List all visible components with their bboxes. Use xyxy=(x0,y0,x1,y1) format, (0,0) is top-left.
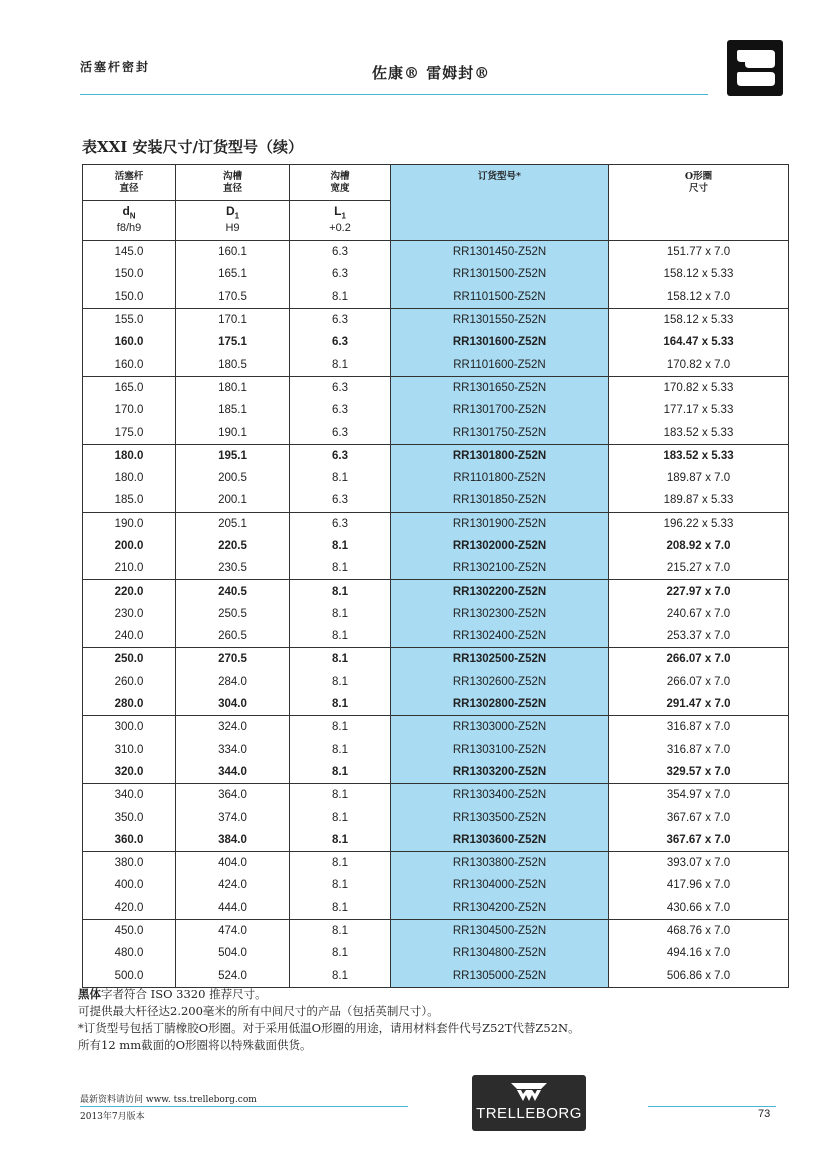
table-row xyxy=(83,399,789,421)
cell-oring-size: 177.17 x 5.33 xyxy=(609,399,789,421)
cell-groove-diameter: 175.1 xyxy=(176,331,290,353)
cell-oring-size: 158.12 x 5.33 xyxy=(609,308,789,331)
cell-rod-diameter: 260.0 xyxy=(83,671,176,693)
cell-groove-diameter: 424.0 xyxy=(176,874,290,896)
cell-rod-diameter: 400.0 xyxy=(83,874,176,896)
brand-name: TRELLEBORG xyxy=(476,1105,582,1122)
cell-rod-diameter: 450.0 xyxy=(83,919,176,942)
cell-groove-diameter: 250.5 xyxy=(176,603,290,625)
cell-rod-diameter: 300.0 xyxy=(83,716,176,739)
cell-groove-diameter: 170.1 xyxy=(176,308,290,331)
cell-part-number: RR1303400-Z52N xyxy=(391,784,609,807)
table-notes xyxy=(78,986,580,1054)
cell-part-number: RR1301500-Z52N xyxy=(391,263,609,285)
header-oring-size: O形圈 尺寸 xyxy=(609,165,789,241)
table-row xyxy=(83,241,789,264)
cell-groove-width: 8.1 xyxy=(290,467,391,489)
cell-groove-width: 6.3 xyxy=(290,308,391,331)
cell-rod-diameter: 280.0 xyxy=(83,693,176,716)
cell-rod-diameter: 360.0 xyxy=(83,829,176,852)
table-row xyxy=(83,286,789,309)
table-row xyxy=(83,716,789,739)
cell-rod-diameter: 180.0 xyxy=(83,467,176,489)
cell-oring-size: 189.87 x 7.0 xyxy=(609,467,789,489)
cell-groove-diameter: 185.1 xyxy=(176,399,290,421)
cell-rod-diameter: 220.0 xyxy=(83,580,176,603)
installation-dimensions-table xyxy=(82,164,789,988)
cell-oring-size: 158.12 x 5.33 xyxy=(609,263,789,285)
table-row xyxy=(83,829,789,852)
cell-rod-diameter: 350.0 xyxy=(83,806,176,828)
cell-rod-diameter: 210.0 xyxy=(83,557,176,580)
cell-groove-diameter: 284.0 xyxy=(176,671,290,693)
cell-oring-size: 393.07 x 7.0 xyxy=(609,852,789,875)
table-row xyxy=(83,671,789,693)
cell-oring-size: 183.52 x 5.33 xyxy=(609,421,789,444)
trelleborg-logo xyxy=(472,1075,586,1131)
cell-oring-size: 266.07 x 7.0 xyxy=(609,671,789,693)
cell-oring-size: 158.12 x 7.0 xyxy=(609,286,789,309)
cell-rod-diameter: 500.0 xyxy=(83,965,176,988)
table-row xyxy=(83,625,789,648)
header-groove-width: 沟槽 宽度 xyxy=(290,165,391,201)
cell-rod-diameter: 310.0 xyxy=(83,739,176,761)
table-row xyxy=(83,693,789,716)
cell-part-number: RR1304800-Z52N xyxy=(391,942,609,964)
table-row xyxy=(83,467,789,489)
header-divider xyxy=(80,94,708,95)
cell-oring-size: 164.47 x 5.33 xyxy=(609,331,789,353)
table-row xyxy=(83,761,789,784)
cell-groove-diameter: 200.1 xyxy=(176,489,290,512)
cell-part-number: RR1301700-Z52N xyxy=(391,399,609,421)
cell-groove-width: 8.1 xyxy=(290,286,391,309)
cell-oring-size: 208.92 x 7.0 xyxy=(609,535,789,557)
cell-oring-size: 183.52 x 5.33 xyxy=(609,444,789,467)
table-row xyxy=(83,739,789,761)
cell-groove-width: 8.1 xyxy=(290,603,391,625)
cell-oring-size: 170.82 x 5.33 xyxy=(609,376,789,399)
note-3: *订货型号包括丁腈橡胶O形圈。对于采用低温O形圈的用途，请用材料套件代号Z52T代替Z52N。 xyxy=(78,1021,580,1035)
cell-part-number: RR1303500-Z52N xyxy=(391,806,609,828)
cell-part-number: RR1303600-Z52N xyxy=(391,829,609,852)
table-row xyxy=(83,897,789,920)
footer-edition: 2013年7月版本 xyxy=(80,1112,145,1122)
table-row xyxy=(83,489,789,512)
table-row xyxy=(83,263,789,285)
cell-groove-width: 8.1 xyxy=(290,874,391,896)
cell-groove-width: 8.1 xyxy=(290,761,391,784)
table-row xyxy=(83,580,789,603)
cell-oring-size: 316.87 x 7.0 xyxy=(609,716,789,739)
footer-divider-right xyxy=(648,1106,776,1107)
cell-groove-diameter: 404.0 xyxy=(176,852,290,875)
cell-groove-width: 8.1 xyxy=(290,919,391,942)
table-row xyxy=(83,331,789,353)
cell-groove-diameter: 160.1 xyxy=(176,241,290,264)
cell-groove-width: 6.3 xyxy=(290,512,391,535)
table-row xyxy=(83,353,789,376)
cell-groove-width: 8.1 xyxy=(290,625,391,648)
cell-groove-diameter: 260.5 xyxy=(176,625,290,648)
cell-oring-size: 316.87 x 7.0 xyxy=(609,739,789,761)
cell-rod-diameter: 160.0 xyxy=(83,331,176,353)
cell-part-number: RR1305000-Z52N xyxy=(391,965,609,988)
cell-part-number: RR1301450-Z52N xyxy=(391,241,609,264)
cell-groove-diameter: 270.5 xyxy=(176,648,290,671)
header-rod-diameter: 活塞杆 直径 xyxy=(83,165,176,201)
table-row xyxy=(83,421,789,444)
table-row xyxy=(83,919,789,942)
cell-groove-diameter: 374.0 xyxy=(176,806,290,828)
cell-part-number: RR1302400-Z52N xyxy=(391,625,609,648)
cell-groove-width: 8.1 xyxy=(290,942,391,964)
cell-groove-diameter: 180.5 xyxy=(176,353,290,376)
cell-oring-size: 189.87 x 5.33 xyxy=(609,489,789,512)
cell-groove-width: 8.1 xyxy=(290,716,391,739)
cell-oring-size: 215.27 x 7.0 xyxy=(609,557,789,580)
note-1: 黑体字者符合 ISO 3320 推荐尺寸。 xyxy=(78,987,267,1001)
cell-oring-size: 494.16 x 7.0 xyxy=(609,942,789,964)
seal-profile-logo-icon xyxy=(727,40,783,96)
cell-groove-diameter: 205.1 xyxy=(176,512,290,535)
table-row xyxy=(83,648,789,671)
table-row xyxy=(83,376,789,399)
cell-groove-diameter: 180.1 xyxy=(176,376,290,399)
table-row xyxy=(83,942,789,964)
cell-oring-size: 329.57 x 7.0 xyxy=(609,761,789,784)
cell-rod-diameter: 380.0 xyxy=(83,852,176,875)
cell-oring-size: 291.47 x 7.0 xyxy=(609,693,789,716)
page-number: 73 xyxy=(758,1108,771,1120)
cell-groove-width: 6.3 xyxy=(290,489,391,512)
cell-rod-diameter: 170.0 xyxy=(83,399,176,421)
table-row xyxy=(83,784,789,807)
cell-rod-diameter: 190.0 xyxy=(83,512,176,535)
cell-part-number: RR1304200-Z52N xyxy=(391,897,609,920)
symbol-dn: $d_N$ f8/h9 xyxy=(83,201,176,241)
cell-rod-diameter: 175.0 xyxy=(83,421,176,444)
cell-groove-diameter: 524.0 xyxy=(176,965,290,988)
cell-part-number: RR1302500-Z52N xyxy=(391,648,609,671)
cell-groove-width: 6.3 xyxy=(290,331,391,353)
cell-groove-diameter: 165.1 xyxy=(176,263,290,285)
cell-groove-width: 8.1 xyxy=(290,897,391,920)
cell-part-number: RR1301800-Z52N xyxy=(391,444,609,467)
cell-part-number: RR1301550-Z52N xyxy=(391,308,609,331)
cell-part-number: RR1301750-Z52N xyxy=(391,421,609,444)
cell-oring-size: 227.97 x 7.0 xyxy=(609,580,789,603)
cell-part-number: RR1303100-Z52N xyxy=(391,739,609,761)
cell-groove-width: 6.3 xyxy=(290,376,391,399)
installation-table-wrapper xyxy=(82,164,789,988)
cell-rod-diameter: 150.0 xyxy=(83,263,176,285)
cell-groove-diameter: 344.0 xyxy=(176,761,290,784)
cell-rod-diameter: 155.0 xyxy=(83,308,176,331)
cell-groove-diameter: 195.1 xyxy=(176,444,290,467)
cell-groove-diameter: 364.0 xyxy=(176,784,290,807)
cell-part-number: RR1301900-Z52N xyxy=(391,512,609,535)
cell-groove-diameter: 304.0 xyxy=(176,693,290,716)
cell-groove-width: 8.1 xyxy=(290,965,391,988)
table-row xyxy=(83,535,789,557)
cell-groove-width: 8.1 xyxy=(290,557,391,580)
cell-rod-diameter: 185.0 xyxy=(83,489,176,512)
cell-groove-diameter: 170.5 xyxy=(176,286,290,309)
cell-part-number: RR1302200-Z52N xyxy=(391,580,609,603)
table-title: 表XXI 安装尺寸/订货型号（续） xyxy=(82,138,303,156)
cell-rod-diameter: 150.0 xyxy=(83,286,176,309)
cell-groove-diameter: 190.1 xyxy=(176,421,290,444)
cell-groove-diameter: 324.0 xyxy=(176,716,290,739)
cell-groove-width: 6.3 xyxy=(290,263,391,285)
header-groove-diameter: 沟槽 直径 xyxy=(176,165,290,201)
product-title: 佐康® 雷姆封® xyxy=(372,64,491,82)
table-row xyxy=(83,874,789,896)
cell-oring-size: 468.76 x 7.0 xyxy=(609,919,789,942)
cell-rod-diameter: 230.0 xyxy=(83,603,176,625)
cell-oring-size: 253.37 x 7.0 xyxy=(609,625,789,648)
header-row xyxy=(83,165,789,201)
cell-groove-diameter: 444.0 xyxy=(176,897,290,920)
table-row xyxy=(83,557,789,580)
cell-part-number: RR1301600-Z52N xyxy=(391,331,609,353)
cell-groove-diameter: 504.0 xyxy=(176,942,290,964)
cell-part-number: RR1304500-Z52N xyxy=(391,919,609,942)
cell-groove-width: 8.1 xyxy=(290,806,391,828)
cell-rod-diameter: 200.0 xyxy=(83,535,176,557)
cell-part-number: RR1302300-Z52N xyxy=(391,603,609,625)
cell-oring-size: 196.22 x 5.33 xyxy=(609,512,789,535)
cell-part-number: RR1101800-Z52N xyxy=(391,467,609,489)
cell-groove-diameter: 384.0 xyxy=(176,829,290,852)
cell-part-number: RR1303200-Z52N xyxy=(391,761,609,784)
table-row xyxy=(83,512,789,535)
cell-part-number: RR1304000-Z52N xyxy=(391,874,609,896)
footer-divider-left xyxy=(80,1106,408,1107)
cell-rod-diameter: 340.0 xyxy=(83,784,176,807)
table-body xyxy=(83,241,789,988)
cell-groove-diameter: 220.5 xyxy=(176,535,290,557)
cell-groove-width: 8.1 xyxy=(290,693,391,716)
table-row xyxy=(83,852,789,875)
cell-part-number: RR1303800-Z52N xyxy=(391,852,609,875)
cell-rod-diameter: 420.0 xyxy=(83,897,176,920)
section-title: 活塞杆密封 xyxy=(80,60,151,74)
cell-rod-diameter: 250.0 xyxy=(83,648,176,671)
cell-oring-size: 430.66 x 7.0 xyxy=(609,897,789,920)
cell-groove-width: 6.3 xyxy=(290,421,391,444)
cell-groove-width: 8.1 xyxy=(290,648,391,671)
cell-oring-size: 506.86 x 7.0 xyxy=(609,965,789,988)
cell-part-number: RR1302600-Z52N xyxy=(391,671,609,693)
cell-oring-size: 367.67 x 7.0 xyxy=(609,806,789,828)
cell-groove-width: 8.1 xyxy=(290,671,391,693)
cell-groove-width: 8.1 xyxy=(290,852,391,875)
header-part-number: 订货型号* xyxy=(391,165,609,241)
cell-part-number: RR1301850-Z52N xyxy=(391,489,609,512)
symbol-d1: $D_1$ H9 xyxy=(176,201,290,241)
cell-groove-width: 8.1 xyxy=(290,580,391,603)
table-row xyxy=(83,965,789,988)
table-row xyxy=(83,603,789,625)
cell-part-number: RR1302000-Z52N xyxy=(391,535,609,557)
cell-rod-diameter: 160.0 xyxy=(83,353,176,376)
cell-groove-diameter: 474.0 xyxy=(176,919,290,942)
symbol-l1: $L_1$ +0.2 xyxy=(290,201,391,241)
note-2: 可提供最大杆径达2.200毫米的所有中间尺寸的产品（包括英制尺寸）。 xyxy=(78,1004,439,1018)
cell-part-number: RR1302800-Z52N xyxy=(391,693,609,716)
cell-part-number: RR1302100-Z52N xyxy=(391,557,609,580)
cell-part-number: RR1101600-Z52N xyxy=(391,353,609,376)
cell-rod-diameter: 320.0 xyxy=(83,761,176,784)
table-row xyxy=(83,308,789,331)
cell-groove-width: 8.1 xyxy=(290,739,391,761)
cell-part-number: RR1303000-Z52N xyxy=(391,716,609,739)
cell-oring-size: 170.82 x 7.0 xyxy=(609,353,789,376)
cell-rod-diameter: 165.0 xyxy=(83,376,176,399)
cell-rod-diameter: 180.0 xyxy=(83,444,176,467)
cell-oring-size: 354.97 x 7.0 xyxy=(609,784,789,807)
cell-rod-diameter: 240.0 xyxy=(83,625,176,648)
cell-groove-diameter: 334.0 xyxy=(176,739,290,761)
cell-groove-width: 6.3 xyxy=(290,399,391,421)
cell-groove-width: 6.3 xyxy=(290,241,391,264)
cell-oring-size: 417.96 x 7.0 xyxy=(609,874,789,896)
cell-groove-diameter: 200.5 xyxy=(176,467,290,489)
table-row xyxy=(83,444,789,467)
cell-rod-diameter: 145.0 xyxy=(83,241,176,264)
cell-oring-size: 367.67 x 7.0 xyxy=(609,829,789,852)
cell-groove-width: 8.1 xyxy=(290,784,391,807)
footer-website: 最新资料请访问 www. tss.trelleborg.com xyxy=(80,1095,257,1105)
cell-oring-size: 240.67 x 7.0 xyxy=(609,603,789,625)
cell-groove-width: 8.1 xyxy=(290,535,391,557)
table-row xyxy=(83,806,789,828)
trelleborg-emblem-icon xyxy=(509,1081,549,1103)
cell-part-number: RR1101500-Z52N xyxy=(391,286,609,309)
cell-oring-size: 266.07 x 7.0 xyxy=(609,648,789,671)
cell-part-number: RR1301650-Z52N xyxy=(391,376,609,399)
cell-oring-size: 151.77 x 7.0 xyxy=(609,241,789,264)
cell-rod-diameter: 480.0 xyxy=(83,942,176,964)
cell-groove-width: 8.1 xyxy=(290,353,391,376)
cell-groove-diameter: 240.5 xyxy=(176,580,290,603)
cell-groove-width: 8.1 xyxy=(290,829,391,852)
note-4: 所有12 mm截面的O形圈将以特殊截面供货。 xyxy=(78,1038,312,1052)
cell-groove-diameter: 230.5 xyxy=(176,557,290,580)
cell-groove-width: 6.3 xyxy=(290,444,391,467)
